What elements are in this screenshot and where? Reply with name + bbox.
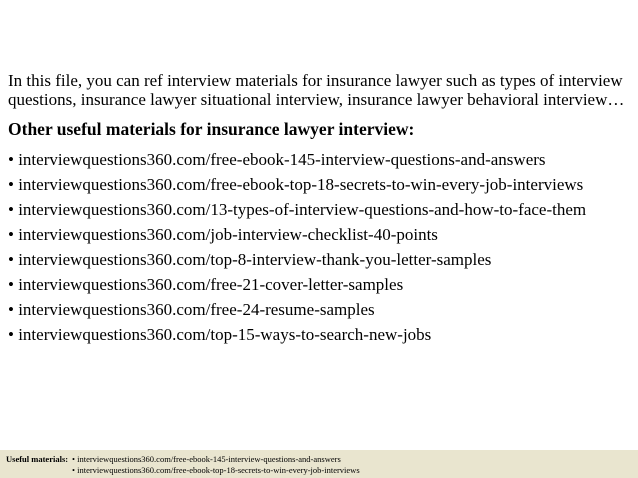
materials-list xyxy=(8,147,634,347)
footer-label-separator: : xyxy=(65,454,69,464)
intro-paragraph: In this file, you can ref interview materials for insurance lawyer such as types of interview questions, insurance lawyer situational interview, insurance lawyer behavioral interview… xyxy=(8,71,625,109)
footer-label xyxy=(6,454,68,465)
footer-links xyxy=(72,454,360,476)
slide-content xyxy=(8,71,634,347)
materials-link[interactable]: • interviewquestions360.com/free-21-cover-letter-samples xyxy=(8,275,404,294)
materials-link[interactable]: • interviewquestions360.com/top-8-interview-thank-you-letter-samples xyxy=(8,250,492,269)
materials-link[interactable]: • interviewquestions360.com/free-ebook-top-18-secrets-to-win-every-job-interviews xyxy=(8,175,584,194)
materials-heading: Other useful materials for insurance lawyer interview: xyxy=(8,119,415,139)
materials-link[interactable]: • interviewquestions360.com/free-24-resume-samples xyxy=(8,300,375,319)
materials-link[interactable]: • interviewquestions360.com/top-15-ways-to-search-new-jobs xyxy=(8,325,432,344)
materials-link[interactable]: • interviewquestions360.com/13-types-of-interview-questions-and-how-to-face-them xyxy=(8,200,587,219)
footer-bar xyxy=(0,450,638,478)
materials-link[interactable]: • interviewquestions360.com/job-interview-checklist-40-points xyxy=(8,225,438,244)
materials-link[interactable]: • interviewquestions360.com/free-ebook-145-interview-questions-and-answers xyxy=(8,150,546,169)
footer-label-text: Useful materials xyxy=(6,454,66,464)
footer-link[interactable]: • interviewquestions360.com/free-ebook-145-interview-questions-and-answers xyxy=(72,454,341,464)
footer-link[interactable]: • interviewquestions360.com/free-ebook-top-18-secrets-to-win-every-job-interviews xyxy=(72,465,360,475)
